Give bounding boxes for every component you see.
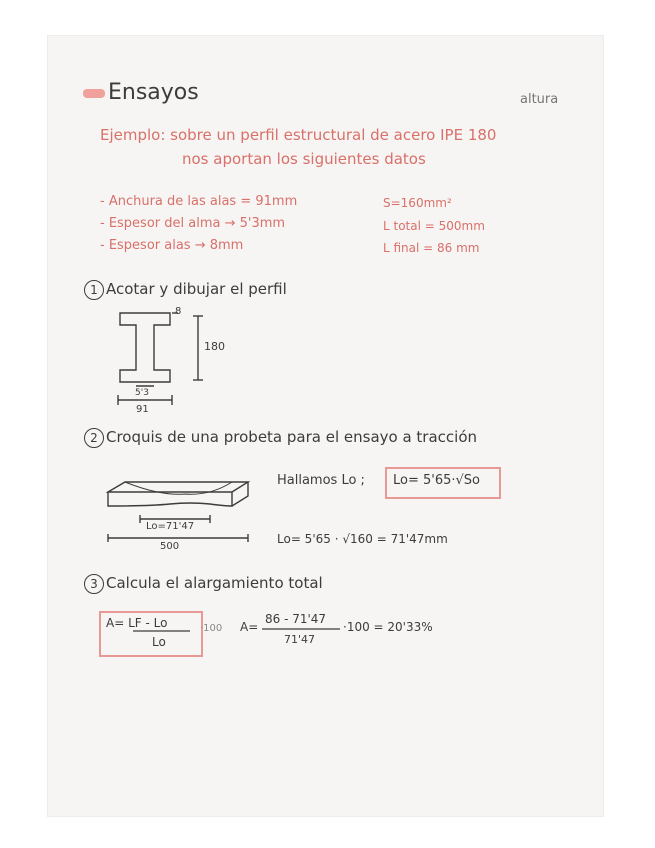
example-line-2: nos aportan los siguientes datos [182,150,426,168]
lo-formula: Lo= 5'65·√So [393,473,481,488]
specimen-drawing [108,482,248,542]
margin-note: altura [520,92,559,107]
dim-flange: 8 [175,306,182,317]
calc-lhs: A= [240,620,259,634]
step-3-number: 3 [84,574,104,594]
example-line-1: Ejemplo: sobre un perfil estructural de acero IPE 180 [100,126,497,144]
specimen-lo-label: Lo=71'47 [146,521,195,532]
step-3-title: Calcula el alargamiento total [106,574,323,592]
formula-numerator: A= LF - Lo [106,616,168,630]
lo-result: Lo= 5'65 · √160 = 71'47mm [277,532,448,546]
data-area: S=160mm² [383,196,452,210]
step-1-title: Acotar y dibujar el perfil [106,280,287,298]
calc-numerator: 86 - 71'47 [265,612,327,626]
formula-multiplier: ·100 [200,623,223,634]
data-item-web: - Espesor del alma → 5'3mm [100,216,286,231]
calc-denominator: 71'47 [284,633,316,646]
ibeam-drawing [118,313,203,405]
data-final-length: L final = 86 mm [383,241,480,255]
step-2-number: 2 [84,428,104,448]
dim-height: 180 [204,340,225,353]
data-item-flange: - Espesor alas → 8mm [100,238,244,253]
specimen-total-label: 500 [160,541,180,552]
step-2-title: Croquis de una probeta para el ensayo a tracción [106,428,478,446]
data-item-width: - Anchura de las alas = 91mm [100,194,298,209]
data-total-length: L total = 500mm [383,219,485,233]
page-heading: Ensayos [108,80,199,105]
step-1-number: 1 [84,280,104,300]
calc-result: ·100 = 20'33% [343,620,433,634]
formula-denominator: Lo [152,635,166,649]
dim-width: 91 [136,404,149,415]
dim-web: 5'3 [135,388,149,398]
find-lo-text: Hallamos Lo ; [277,473,365,488]
